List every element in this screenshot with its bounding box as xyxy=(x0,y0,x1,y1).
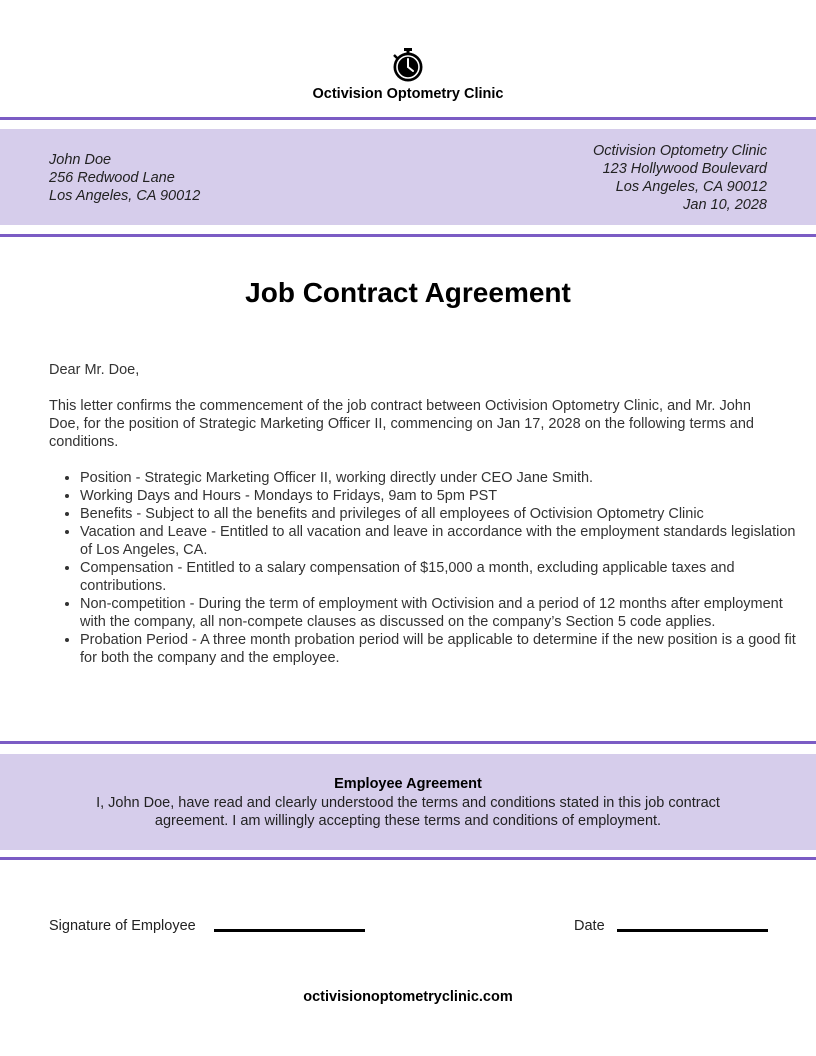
date-signature-line[interactable] xyxy=(617,929,768,932)
recipient-street: 256 Redwood Lane xyxy=(49,170,175,186)
list-item: • Compensation - Entitled to a salary compensation of $15,000 a month, excluding applicable taxes and contributions. xyxy=(80,559,796,595)
recipient-address xyxy=(49,151,200,205)
divider-agreement-bottom xyxy=(0,857,816,860)
document-title: Job Contract Agreement xyxy=(245,277,571,308)
stopwatch-icon xyxy=(391,48,425,82)
date-label: Date xyxy=(574,918,605,934)
sender-name: Octivision Optometry Clinic xyxy=(592,143,767,159)
employee-signature-line[interactable] xyxy=(214,929,365,932)
sender-city: Los Angeles, CA 90012 xyxy=(615,179,767,195)
agreement-text: I, John Doe, have read and clearly understood the terms and conditions stated in this job contract agreement. I am willingly accepting these terms and conditions of employment. xyxy=(96,795,720,829)
list-item: • Position - Strategic Marketing Officer II, working directly under CEO Jane Smith. xyxy=(80,469,796,487)
list-item: • Benefits - Subject to all the benefits and privileges of all employees of Octivision Optometry Clinic xyxy=(80,505,796,523)
clinic-name-heading: Octivision Optometry Clinic xyxy=(312,86,504,102)
recipient-city: Los Angeles, CA 90012 xyxy=(49,188,201,204)
list-item: • Working Days and Hours - Mondays to Fridays, 9am to 5pm PST xyxy=(80,487,796,505)
list-item: • Non-competition - During the term of employment with Octivision and a period of 12 months after employment with the company, all non-compete clauses as discussed on the company’s Section 5 code applies. xyxy=(80,595,796,631)
terms-list xyxy=(49,469,796,667)
intro-paragraph: This letter confirms the commencement of the job contract between Octivision Optometry Clinic, and Mr. John Doe, for the position of Strategic Marketing Officer II, commencing on Jan 17, 2028 on the following terms and conditions. xyxy=(49,398,754,450)
recipient-name: John Doe xyxy=(49,152,112,168)
list-item: • Probation Period - A three month probation period will be applicable to determine if the new position is a good fit for both the company and the employee. xyxy=(80,631,796,667)
list-item: • Vacation and Leave - Entitled to all vacation and leave in accordance with the employment standards legislation of Los Angeles, CA. xyxy=(80,523,796,559)
divider-agreement-top xyxy=(0,741,816,744)
divider-top xyxy=(0,117,816,120)
salutation: Dear Mr. Doe, xyxy=(49,362,140,378)
sender-street: 123 Hollywood Boulevard xyxy=(602,161,767,177)
sender-address xyxy=(593,142,767,214)
employee-signature-label: Signature of Employee xyxy=(49,918,196,934)
footer-website: octivisionoptometryclinic.com xyxy=(303,989,513,1005)
agreement-heading: Employee Agreement xyxy=(334,776,482,792)
letter-date: Jan 10, 2028 xyxy=(683,197,767,213)
divider-bottom xyxy=(0,234,816,237)
